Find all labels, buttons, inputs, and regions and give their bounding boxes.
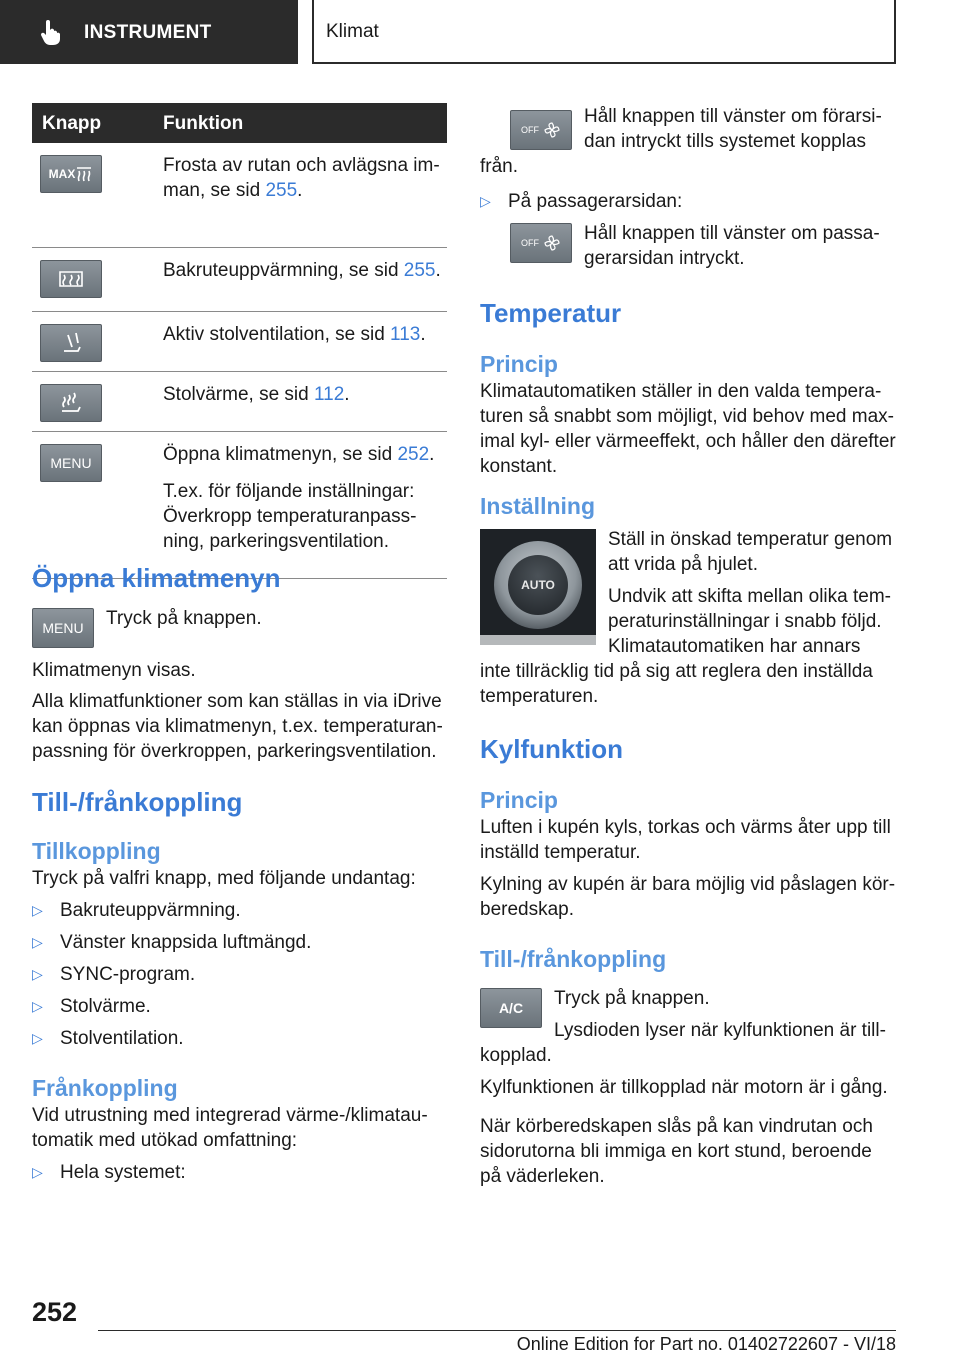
col-funktion: Funktion <box>163 112 244 134</box>
list-item: Vänster knappsida luftmängd. <box>60 932 312 953</box>
bullet-icon: ▷ <box>32 998 43 1014</box>
right-column <box>480 104 896 1189</box>
heading-on: Tillkoppling <box>32 838 161 864</box>
heading-princip: Princip <box>480 787 558 813</box>
menu-shown: Klimatmenyn visas. <box>32 660 196 681</box>
col-knapp: Knapp <box>42 112 102 134</box>
table-row: MAX Frosta av rutan och avlägsna imman, se sid 255. <box>32 143 447 248</box>
bullet-icon: ▷ <box>32 1164 43 1180</box>
list-item: Bakruteuppvärmning. <box>60 900 241 921</box>
section-title: INSTRUMENT <box>84 21 212 43</box>
bullet-icon: ▷ <box>32 934 43 950</box>
ac-note: När körberedskapen slås på kan vindrutan och sidorutorna bli immiga en kort stund, beroende på väderleken. <box>480 1116 873 1187</box>
menu-press: Tryck på knappen. <box>106 608 262 629</box>
menu-desc: Alla klimatfunktioner som kan ställas in via iDrive kan öppnas via klimatmenyn, t.ex. temperaturanpassning för överkroppen, parkeringsventilation. <box>32 691 443 762</box>
chapter-tab <box>312 0 896 64</box>
heading-open-menu: Öppna klimatmenyn <box>32 563 281 593</box>
hand-pointer-icon <box>38 19 64 45</box>
page-ref[interactable]: 113 <box>390 324 421 345</box>
ac-button-icon: A/C <box>480 988 542 1028</box>
seat-heating-icon <box>40 384 102 422</box>
off-text: Vid utrustning med integrerad värme-/klimatautomatik med utökad omfattning: <box>32 1105 428 1151</box>
cool-2: Kylning av kupén är bara möjlig vid påslagen körberedskap. <box>480 874 896 920</box>
footer-edition: Online Edition for Part no. 01402722607 - VI/18 <box>516 1334 896 1354</box>
driver-text: Håll knappen till vänster om förarsidan intryckt tills systemet kopplas från. <box>480 106 882 177</box>
bullet-icon: ▷ <box>32 902 43 918</box>
page-ref[interactable]: 112 <box>314 384 345 405</box>
seat-ventilation-icon <box>40 324 102 362</box>
rear-window-heating-icon <box>40 260 102 298</box>
page-ref[interactable]: 252 <box>397 444 430 465</box>
list-item: Stolventilation. <box>60 1028 184 1049</box>
heading-temperature: Temperatur <box>480 298 622 328</box>
bullet-icon: ▷ <box>32 1030 43 1046</box>
passenger-text: Håll knappen till vänster om passagerarsidan intryckt. <box>584 223 880 269</box>
install-2: Undvik att skifta mellan olika temperaturinställningar i snabb följd. Klimatautomatiken har annars inte tillräcklig tid på sig att reglera den inställda temperaturen. <box>480 586 891 707</box>
menu-button-icon: MENU <box>32 608 94 648</box>
max-defrost-icon: MAX <box>40 155 102 193</box>
heading-princip: Princip <box>480 351 558 377</box>
heading-install: Inställning <box>480 493 595 519</box>
fan-off-icon: OFF <box>510 223 572 263</box>
left-column <box>32 562 447 1185</box>
list-item: På passagerarsidan: <box>508 191 683 212</box>
on-text: Tryck på valfri knapp, med följande undantag: <box>32 868 416 889</box>
cool-1: Luften i kupén kyls, torkas och värms åter upp till inställd temperatur. <box>480 817 891 863</box>
list-item: SYNC-program. <box>60 964 196 985</box>
page-ref[interactable]: 255 <box>265 180 298 201</box>
temp-princip: Klimatautomatiken ställer in den valda temperaturen så snabbt som möjligt, vid behov med maximal kyl- eller värmeeffekt, och håller den därefter konstant. <box>480 381 896 477</box>
page-number: 252 <box>32 1297 78 1327</box>
row-note: T.ex. för följande inställningar: Överkropp temperaturanpassning, parkeringsventilation. <box>163 481 417 552</box>
table-row: Aktiv stolventilation, se sid 113. <box>32 312 447 372</box>
temperature-knob-image: AUTO <box>480 529 596 645</box>
chapter-title: Klimat <box>326 20 379 42</box>
menu-button-icon: MENU <box>40 444 102 482</box>
page-ref[interactable]: 255 <box>403 260 436 281</box>
table-row: MENU Öppna klimatmenyn, se sid 252. T.ex. för följande inställningar: Överkropp temperaturanpassning, parkeringsventilation. <box>32 432 447 579</box>
list-item: Stolvärme. <box>60 996 151 1017</box>
install-1: Ställ in önskad temperatur genom att vrida på hjulet. <box>608 529 893 575</box>
bullet-icon: ▷ <box>480 193 491 209</box>
fan-off-icon: OFF <box>510 110 572 150</box>
ac-led: Lysdioden lyser när kylfunktionen är tillkopplad. <box>480 1020 886 1066</box>
heading-cooling: Kylfunktion <box>480 734 623 764</box>
heading-off: Frånkoppling <box>32 1075 178 1101</box>
table-header <box>32 103 447 143</box>
list-item: Hela systemet: <box>60 1162 186 1183</box>
ac-press: Tryck på knappen. <box>554 988 710 1009</box>
section-tab <box>0 0 298 64</box>
bullet-icon: ▷ <box>32 966 43 982</box>
table-row: Bakruteuppvärmning, se sid 255. <box>32 248 447 312</box>
heading-onoff-cooling: Till-/frånkoppling <box>480 946 667 972</box>
button-function-table <box>32 103 447 579</box>
footer-rule <box>98 1330 896 1331</box>
ac-motor: Kylfunktionen är tillkopplad när motorn är i gång. <box>480 1077 888 1098</box>
heading-onoff: Till-/frånkoppling <box>32 787 243 817</box>
table-row: Stolvärme, se sid 112. <box>32 372 447 432</box>
